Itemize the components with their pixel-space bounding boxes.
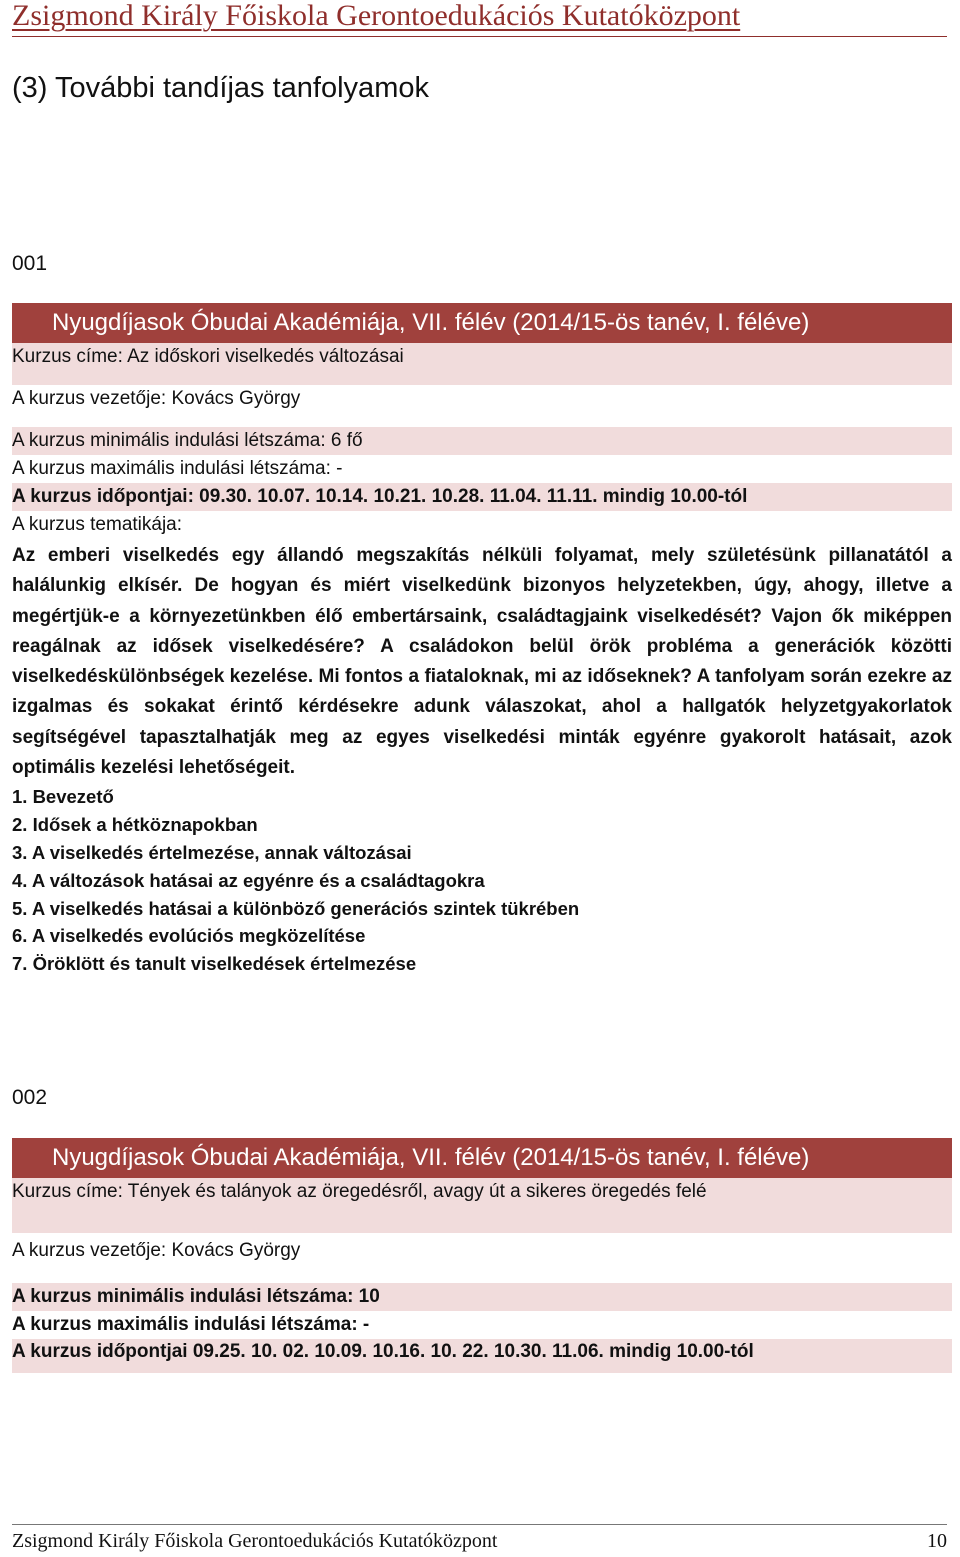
list-item: 5. A viselkedés hatásai a különböző generációs szintek tükrében [12, 897, 580, 919]
course-program-header: Nyugdíjasok Óbudai Akadémiája, VII. félév (2014/15-ös tanév, I. féléve) [12, 1138, 952, 1178]
list-item: 2. Idősek a hétköznapokban [12, 814, 258, 836]
course-title: Kurzus címe: Tények és talányok az öregedésről, avagy út a sikeres öregedés felé [12, 1178, 952, 1233]
list-item: 6. A viselkedés evolúciós megközelítése [12, 925, 366, 947]
course-topics-label: A kurzus tematikája: [12, 511, 952, 539]
list-item: 3. A viselkedés értelmezése, annak változásai [12, 841, 412, 863]
course-block [12, 303, 952, 978]
course-dates: A kurzus időpontjai 09.25. 10. 02. 10.09. 10.16. 10. 22. 10.30. 11.06. mindig 10.00-tól [12, 1339, 952, 1373]
course-min-size: A kurzus minimális indulási létszáma: 10 [12, 1283, 952, 1311]
list-item: 4. A változások hatásai az egyénre és a családtagokra [12, 869, 485, 891]
header-title: Zsigmond Király Főiskola Gerontoedukációs Kutatóközpont [12, 0, 741, 32]
course-max-size: A kurzus maximális indulási létszáma: - [12, 455, 952, 483]
course-min-size: A kurzus minimális indulási létszáma: 6 fő [12, 427, 952, 455]
course-code: 001 [12, 252, 48, 275]
course-leader: A kurzus vezetője: Kovács György [12, 1233, 952, 1283]
list-item: 1. Bevezető [12, 786, 114, 808]
page-number: 10 [927, 1530, 947, 1552]
course-max-size: A kurzus maximális indulási létszáma: - [12, 1311, 952, 1339]
course-code: 002 [12, 1086, 48, 1109]
course-leader: A kurzus vezetője: Kovács György [12, 385, 952, 427]
footer-title: Zsigmond Király Főiskola Gerontoedukációs Kutatóközpont [12, 1530, 498, 1552]
page-header [12, 0, 947, 37]
course-block [12, 1138, 952, 1373]
list-item: 7. Öröklött és tanult viselkedések értelmezése [12, 953, 417, 975]
section-title: (3) További tandíjas tanfolyamok [12, 72, 429, 104]
course-title: Kurzus címe: Az időskori viselkedés változásai [12, 343, 952, 385]
page-footer [12, 1524, 947, 1553]
course-program-header: Nyugdíjasok Óbudai Akadémiája, VII. félév (2014/15-ös tanév, I. féléve) [12, 303, 952, 343]
course-description: Az emberi viselkedés egy állandó megszakítás nélküli folyamat, mely születésünk pillanatától a halálunkig elkísér. De hogyan és miért viselkedünk bizonyos helyzetekben, úgy, ahogy, illetve a megértjük-e a környezetünkben élő embertársaink, családtagjaink viselkedését? Vajon ők miképpen reagálnak az idősek viselkedésére? A családokon belül örök probléma a generációk közötti viselkedéskülönbségek kezelése. Mi fontos a fiataloknak, mi az időseknek? A tanfolyam során ezekre az izgalmas és sokakat érintő kérdésekre adunk válaszokat, ahol a hallgatók helyzetgyakorlatok segítségével tapasztalhatják meg az egyes viselkedési minták egyénre gyakorolt hatásait, azok optimális kezelési lehetőségeit. [12, 545, 952, 779]
course-topic-list [12, 783, 952, 978]
course-dates: A kurzus időpontjai: 09.30. 10.07. 10.14. 10.21. 10.28. 11.04. 11.11. mindig 10.00-tól [12, 483, 952, 511]
